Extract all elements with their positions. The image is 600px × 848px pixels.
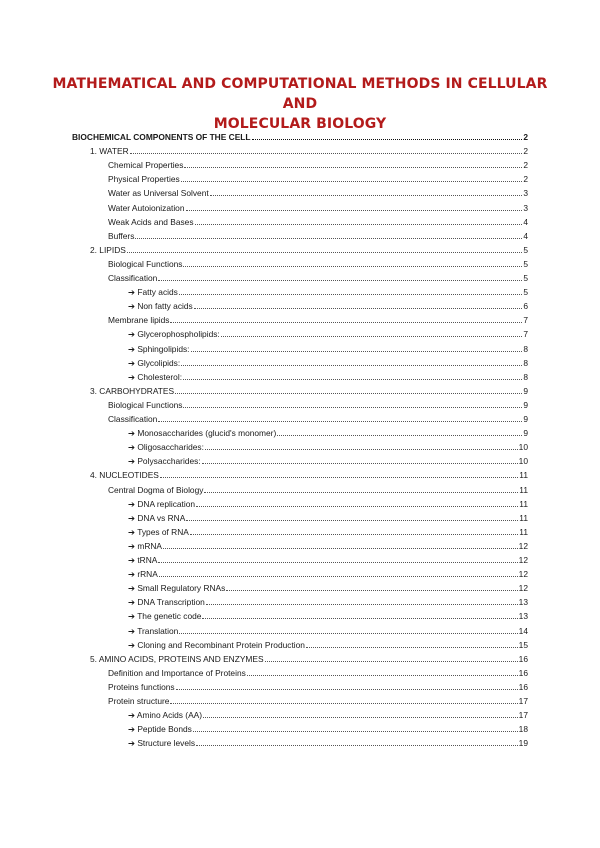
toc-entry-title: ➔ DNA Transcription [128,597,205,608]
toc-entry-title: ➔ Sphingolipids: [128,343,190,354]
toc-dot-leader [210,195,523,196]
toc-entry[interactable] [128,523,528,537]
toc-entry-page: 8 [523,343,528,354]
toc-entry-page: 3 [523,202,528,213]
toc-dot-leader [202,463,518,464]
toc-entry-page: 11 [519,512,528,523]
toc-entry-title: ➔ DNA replication [128,498,196,509]
toc-entry-title: ➔ Amino Acids (AA) [128,710,203,721]
toc-entry-title: 2. LIPIDS [90,244,126,255]
toc-entry-page: 2 [523,160,528,171]
toc-entry-page: 16 [518,653,528,664]
toc-entry[interactable] [128,636,528,650]
toc-entry[interactable] [108,396,528,410]
toc-dot-leader [158,280,522,281]
toc-entry-page: 18 [518,724,528,735]
toc-entry[interactable] [72,128,528,142]
toc-dot-leader [135,238,522,239]
toc-entry[interactable] [90,650,528,664]
toc-entry[interactable] [128,734,528,748]
toc-entry-title: BIOCHEMICAL COMPONENTS OF THE CELL [72,132,251,142]
toc-entry-page: 2 [523,146,528,157]
toc-entry-page: 16 [518,667,528,678]
toc-entry[interactable] [90,382,528,396]
toc-entry-page: 2 [523,132,528,142]
toc-dot-leader [175,393,522,394]
toc-entry[interactable] [90,466,528,480]
toc-dot-leader [183,407,522,408]
toc-entry-page: 8 [523,357,528,368]
toc-dot-leader [181,181,523,182]
toc-entry-title: Water Autoionization [108,202,185,213]
toc-entry-title: Proteins functions [108,681,175,692]
toc-entry-page: 14 [518,625,528,636]
toc-entry-page: 12 [518,555,528,565]
toc-entry-page: 9 [523,428,528,439]
toc-dot-leader [127,252,522,253]
toc-entry-title: Buffers [108,230,135,241]
toc-entry-title: Definition and Importance of Proteins [108,667,246,678]
toc-entry-page: 2 [523,174,528,185]
toc-entry[interactable] [90,241,528,255]
toc-entry-title: ➔ Glycolipids: [128,357,181,368]
toc-entry-page: 4 [523,230,528,241]
toc-entry[interactable] [108,156,528,170]
toc-entry[interactable] [128,325,528,339]
toc-entry-title: 5. AMINO ACIDS, PROTEINS AND ENZYMES [90,653,264,664]
toc-entry-page: 9 [523,385,528,396]
toc-dot-leader [130,153,523,154]
toc-entry-title: ➔ Non fatty acids [128,301,193,312]
toc-entry-page: 6 [523,301,528,312]
toc-entry-page: 10 [518,442,528,453]
toc-dot-leader [195,224,523,225]
toc-entry-page: 3 [523,188,528,199]
toc-dot-leader [265,661,518,662]
toc-dot-leader [159,576,518,577]
toc-entry-title: Weak Acids and Bases [108,216,194,227]
toc-entry-page: 11 [519,498,528,509]
toc-dot-leader [306,647,518,648]
toc-entry-page: 5 [523,273,528,283]
toc-dot-leader [194,308,523,309]
toc-entry[interactable] [128,720,528,734]
toc-dot-leader [226,590,517,591]
toc-entry-page: 12 [518,540,528,551]
toc-entry-title: ➔ Oligosaccharides: [128,442,204,453]
toc-entry[interactable] [108,269,528,283]
toc-entry-title: Biological Functions [108,258,183,269]
toc-entry-page: 17 [518,710,528,721]
toc-dot-leader [184,167,522,168]
toc-entry-title: Protein structure [108,696,170,706]
toc-entry-title: Chemical Properties [108,160,184,171]
toc-dot-leader [170,703,517,704]
toc-entry[interactable] [128,495,528,509]
toc-entry[interactable] [128,622,528,636]
toc-entry-page: 13 [518,597,528,608]
toc-entry[interactable] [90,142,528,156]
toc-dot-leader [206,604,518,605]
toc-dot-leader [221,336,523,337]
toc-entry-title: Central Dogma of Biology [108,484,204,495]
toc-entry[interactable] [108,184,528,198]
toc-entry-page: 12 [518,583,528,594]
toc-entry-title: ➔ Polysaccharides: [128,456,201,467]
toc-entry[interactable] [108,311,528,325]
toc-dot-leader [186,210,523,211]
toc-dot-leader [181,365,522,366]
toc-entry[interactable] [108,678,528,692]
toc-entry[interactable] [108,255,528,269]
toc-entry-page: 13 [518,611,528,622]
toc-entry[interactable] [128,354,528,368]
toc-entry-title: ➔ Peptide Bonds [128,724,192,735]
toc-entry-title: ➔ tRNA [128,555,158,565]
toc-entry-title: Classification [108,273,158,283]
toc-entry[interactable] [108,664,528,678]
toc-entry-title: ➔ Glycerophospholipids: [128,329,220,340]
toc-entry-title: Physical Properties [108,174,180,185]
toc-entry-page: 7 [523,329,528,340]
toc-entry[interactable] [128,593,528,607]
toc-dot-leader [158,562,517,563]
toc-entry-page: 11 [519,526,528,537]
toc-dot-leader [203,717,518,718]
toc-entry-page: 11 [519,484,528,495]
document-title-line-2: MOLECULAR BIOLOGY [213,116,387,132]
toc-entry[interactable] [128,452,528,466]
toc-dot-leader [170,322,522,323]
toc-entry-title: 4. NUCLEOTIDES [90,470,159,481]
toc-entry-title: ➔ DNA vs RNA [128,512,186,523]
toc-entry-title: ➔ Cloning and Recombinant Protein Production [128,639,305,650]
toc-dot-leader [190,534,518,535]
toc-entry[interactable] [128,368,528,382]
toc-entry-title: Biological Functions [108,399,183,410]
toc-entry[interactable] [108,213,528,227]
toc-dot-leader [204,492,518,493]
toc-entry-title: Membrane lipids [108,315,170,326]
toc-entry-title: ➔ Small Regulatory RNAs [128,583,226,594]
toc-entry-page: 19 [518,738,528,749]
toc-entry-title: ➔ Structure levels [128,738,196,749]
toc-dot-leader [163,548,518,549]
toc-dot-leader [176,689,518,690]
toc-dot-leader [158,421,522,422]
toc-entry[interactable] [108,170,528,184]
toc-entry[interactable] [128,340,528,354]
toc-entry-title: 1. WATER [90,146,129,157]
toc-entry-title: ➔ Monosaccharides (glucid's monomer) [128,428,277,439]
toc-entry-page: 7 [523,315,528,326]
toc-entry[interactable] [128,438,528,452]
toc-entry[interactable] [128,297,528,311]
toc-dot-leader [202,618,517,619]
toc-entry-page: 16 [518,681,528,692]
toc-entry-page: 12 [518,569,528,580]
toc-dot-leader [179,633,517,634]
toc-dot-leader [247,675,518,676]
toc-entry-page: 9 [523,399,528,410]
document-title [40,74,560,134]
toc-entry-page: 8 [523,371,528,382]
document-title-line-1: MATHEMATICAL AND COMPUTATIONAL METHODS IN CELLULAR AND [52,76,548,112]
toc-dot-leader [183,266,522,267]
toc-entry-page: 15 [518,639,528,650]
toc-entry-title: ➔ mRNA [128,540,163,551]
toc-dot-leader [277,435,522,436]
toc-entry[interactable] [128,565,528,579]
toc-dot-leader [179,294,522,295]
toc-entry-page: 10 [518,456,528,467]
toc-dot-leader [205,449,518,450]
toc-dot-leader [183,379,522,380]
toc-dot-leader [160,477,518,478]
toc-entry[interactable] [128,537,528,551]
toc-entry-title: ➔ Types of RNA [128,526,189,537]
toc-entry-page: 5 [523,258,528,269]
toc-entry[interactable] [128,706,528,720]
toc-entry[interactable] [128,283,528,297]
toc-entry[interactable] [128,424,528,438]
toc-entry[interactable] [108,199,528,213]
toc-entry-page: 5 [523,244,528,255]
toc-entry-title: ➔ Fatty acids [128,287,178,298]
toc-entry[interactable] [128,579,528,593]
toc-entry[interactable] [128,607,528,621]
toc-dot-leader [191,351,523,352]
toc-entry[interactable] [128,509,528,523]
toc-entry[interactable] [108,227,528,241]
toc-dot-leader [252,139,523,140]
toc-entry-title: ➔ Translation [128,625,179,636]
toc-entry-page: 5 [523,287,528,298]
toc-entry-title: 3. CARBOHYDRATES [90,385,175,396]
toc-entry-title: ➔ Cholesterol: [128,371,183,382]
toc-entry[interactable] [128,551,528,565]
toc-entry[interactable] [108,481,528,495]
toc-entry-page: 9 [523,414,528,424]
toc-dot-leader [196,745,518,746]
toc-entry-title: ➔ rRNA [128,569,158,580]
toc-dot-leader [193,731,518,732]
toc-entry-title: Classification [108,414,158,424]
toc-entry[interactable] [108,692,528,706]
toc-entry-title: Water as Universal Solvent [108,188,209,199]
toc-entry-page: 17 [518,696,528,706]
toc-entry[interactable] [108,410,528,424]
toc-dot-leader [196,506,518,507]
toc-entry-page: 11 [519,470,528,481]
toc-entry-title: ➔ The genetic code [128,611,202,622]
toc-entry-page: 4 [523,216,528,227]
toc-dot-leader [186,520,518,521]
